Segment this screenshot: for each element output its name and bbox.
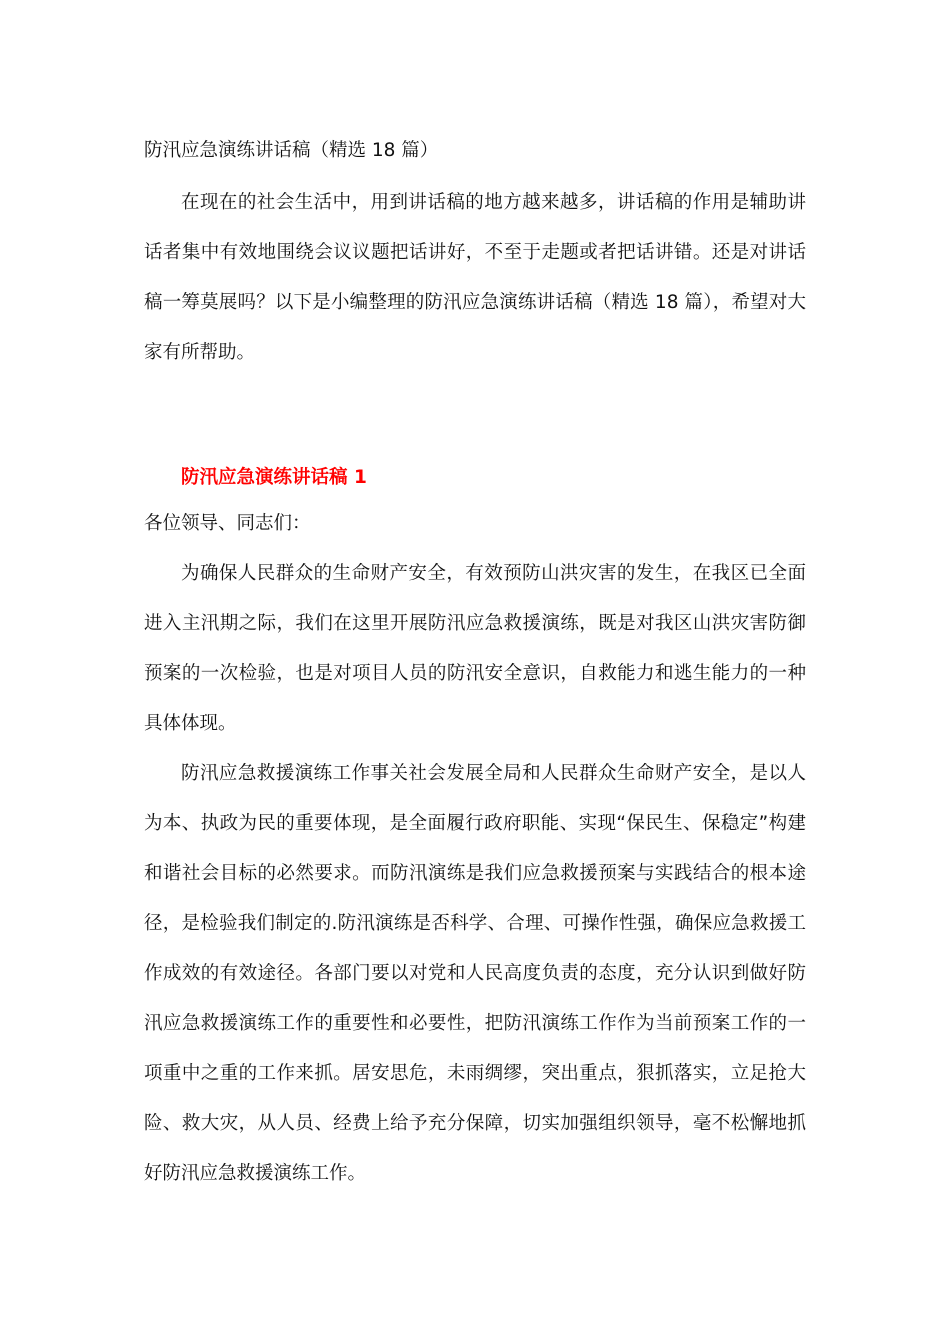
document-title: 防汛应急演练讲话稿（精选 18 篇） [144, 140, 439, 161]
greeting: 各位领导、同志们： [144, 513, 311, 534]
body-paragraph: 防汛应急救援演练工作事关社会发展全局和人民群众生命财产安全，是以人为本、执政为民的重要体现，是全面履行政府职能、实现“保民生、保稳定”构建和谐社会目标的必然要求。而防汛演练是我们应急救援预案与实践结合的根本途径，是检验我们制定的.防汛演练是否科学、合理、可操作性强，确保应急救援工作成效的有效途径。各部门要以对党和人民高度负责的态度，充分认识到做好防汛应急救援演练工作的重要性和必要性，把防汛演练工作作为当前预案工作的一项重中之重的工作来抓。居安思危，未雨绸缪，突出重点，狠抓落实，立足抢大险、救大灾，从人员、经费上给予充分保障，切实加强组织领导，毫不松懈地抓好防汛应急救援演练工作。 [144, 763, 806, 1184]
section-heading: 防汛应急演练讲话稿 1 [181, 467, 367, 488]
document-body [144, 134, 806, 1199]
intro-paragraph: 在现在的社会生活中，用到讲话稿的地方越来越多，讲话稿的作用是辅助讲话者集中有效地围绕会议议题把话讲好，不至于走题或者把话讲错。还是对讲话稿一筹莫展吗？以下是小编整理的防汛应急演练讲话稿（精选 18 篇），希望对大家有所帮助。 [144, 192, 806, 363]
body-paragraph: 为确保人民群众的生命财产安全，有效预防山洪灾害的发生，在我区已全面进入主汛期之际，我们在这里开展防汛应急救援演练，既是对我区山洪灾害防御预案的一次检验，也是对项目人员的防汛安全意识，自救能力和逃生能力的一种具体体现。 [144, 563, 806, 734]
